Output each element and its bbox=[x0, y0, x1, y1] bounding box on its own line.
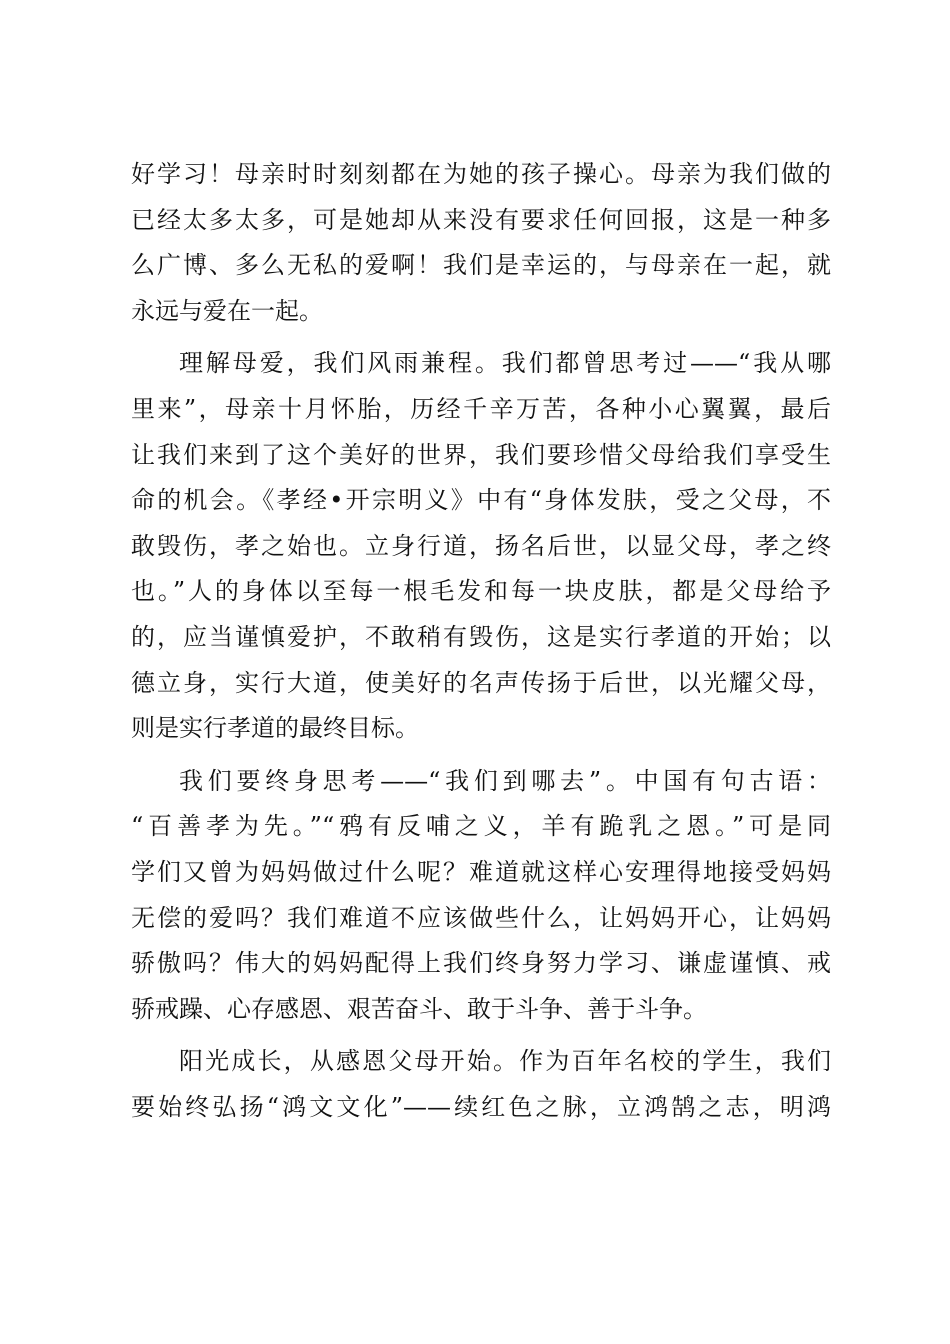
text-line: 么广博、多么无私的爱啊！我们是幸运的，与母亲在一起，就 bbox=[131, 251, 831, 280]
text-line: 无偿的爱吗？我们难道不应该做些什么，让妈妈开心，让妈妈 bbox=[131, 903, 831, 932]
text-line: 命的机会。《孝经•开宗明义》中有“身体发肤，受之父母，不 bbox=[131, 486, 831, 515]
paragraph-3 bbox=[131, 759, 831, 1033]
text-line: 我们要终身思考——“我们到哪去”。中国有句古语： bbox=[179, 766, 831, 795]
text-line: 学们又曾为妈妈做过什么呢？难道就这样心安理得地接受妈妈 bbox=[131, 857, 831, 886]
text-line: 已经太多太多，可是她却从来没有要求任何回报，这是一种多 bbox=[131, 205, 831, 234]
text-line: 骄傲吗？伟大的妈妈配得上我们终身努力学习、谦虚谨慎、戒 bbox=[131, 949, 831, 978]
text-line: 理解母爱，我们风雨兼程。我们都曾思考过——“我从哪 bbox=[179, 349, 831, 378]
text-line: 的，应当谨慎爱护，不敢稍有毁伤，这是实行孝道的开始；以 bbox=[131, 622, 831, 651]
text-line: 也。”人的身体以至每一根毛发和每一块皮肤，都是父母给予 bbox=[131, 577, 831, 606]
text-line: 里来”，母亲十月怀胎，历经千辛万苦，各种小心翼翼，最后 bbox=[131, 394, 831, 423]
text-line: 敢毁伤，孝之始也。立身行道，扬名后世，以显父母，孝之终 bbox=[131, 531, 831, 560]
paragraph-2 bbox=[131, 341, 831, 751]
text-line: 则是实行孝道的最终目标。 bbox=[131, 714, 419, 743]
text-line: 要始终弘扬“鸿文文化”——续红色之脉，立鸿鹄之志，明鸿 bbox=[131, 1092, 831, 1121]
text-line: 德立身，实行大道，使美好的名声传扬于后世，以光耀父母， bbox=[131, 668, 831, 697]
text-line: 永远与爱在一起。 bbox=[131, 296, 323, 325]
text-line: “百善孝为先。”“鸦有反哺之义，羊有跪乳之恩。”可是同 bbox=[131, 812, 831, 841]
paragraph-1 bbox=[131, 152, 831, 334]
text-line: 骄戒躁、心存感恩、艰苦奋斗、敢于斗争、善于斗争。 bbox=[131, 994, 707, 1023]
text-line: 阳光成长，从感恩父母开始。作为百年名校的学生，我们 bbox=[179, 1047, 831, 1076]
text-line: 好学习！母亲时时刻刻都在为她的孩子操心。母亲为我们做的 bbox=[131, 160, 831, 188]
paragraph-4 bbox=[131, 1039, 831, 1130]
document-body bbox=[131, 152, 831, 1137]
text-line: 让我们来到了这个美好的世界，我们要珍惜父母给我们享受生 bbox=[131, 440, 831, 469]
